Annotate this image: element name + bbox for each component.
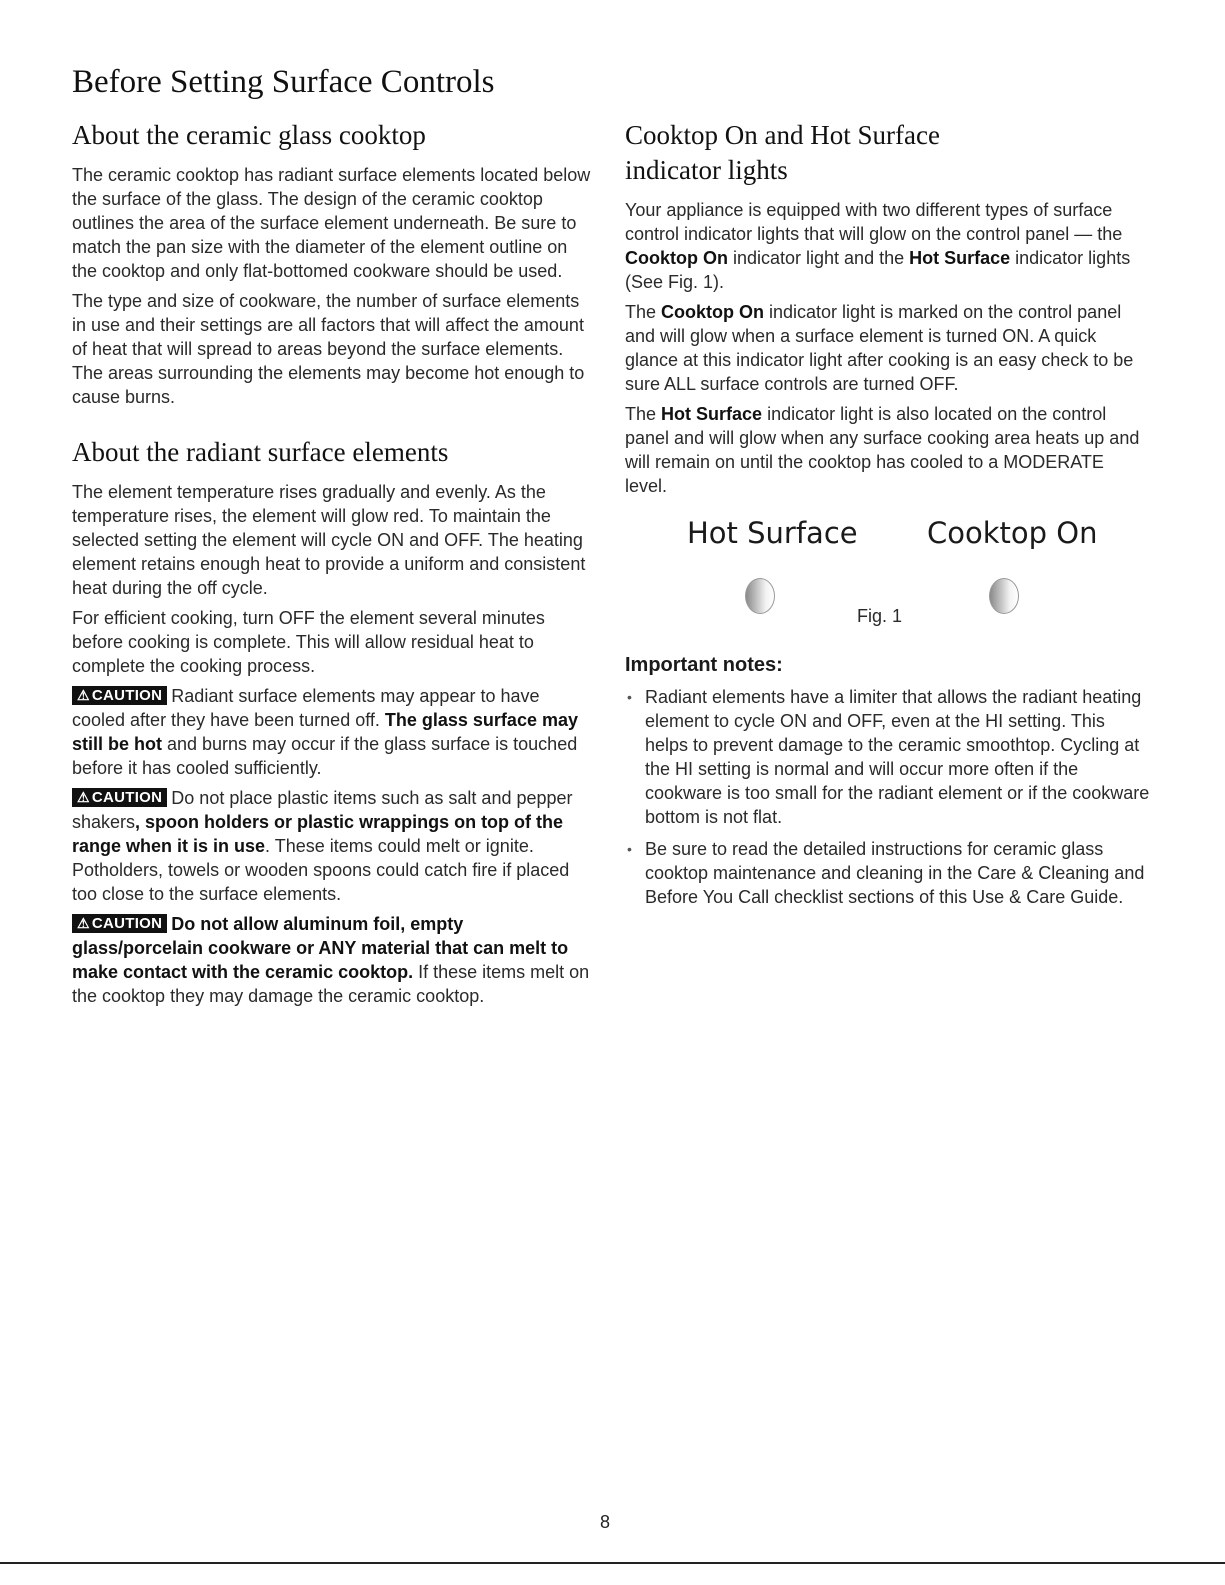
list-item: • Be sure to read the detailed instructions for ceramic glass cooktop maintenance and cleaning in the Care & Cleaning and Before You Call checklist sections of this Use & Care Guide. bbox=[625, 837, 1150, 909]
cooktop-on-indicator-light-icon bbox=[989, 578, 1019, 614]
radiant-elements-paragraph-1: The element temperature rises gradually and evenly. As the temperature rises, the element will glow red. To maintain the selected setting the element will cycle ON and OFF. The heating element retains enough heat to provide a uniform and consistent heat during the off cycle. bbox=[72, 482, 586, 598]
cooktop-on-label: Cooktop On bbox=[927, 516, 1098, 550]
warning-triangle-icon: ⚠ bbox=[77, 789, 90, 805]
section-heading-ceramic-glass: About the ceramic glass cooktop bbox=[72, 120, 426, 150]
indicator-p2-text-2: indicator light is marked on the control panel and will glow when a surface element is turned ON. A quick glance at this indicator light after cooking is an easy check to be sure ALL surface controls are turned OFF. bbox=[625, 302, 1134, 394]
indicator-p1-text: Your appliance is equipped with two different types of surface control indicator lights that will glow on the control panel — the bbox=[625, 200, 1123, 244]
ceramic-glass-paragraph-1: The ceramic cooktop has radiant surface elements located below the surface of the glass. The design of the ceramic cooktop outlines the area of the surface element underneath. Be sure to match the pan size with the diameter of the element outline on the cooktop and only flat-bottomed cookware should be used. bbox=[72, 165, 591, 281]
caution-paragraph-3 bbox=[72, 912, 592, 1008]
caution-1-text-end: and burns may occur if the glass surface is touched before it has cooled sufficiently. bbox=[72, 734, 578, 778]
warning-triangle-icon: ⚠ bbox=[77, 687, 90, 703]
caution-2-bold: , spoon holders or plastic wrappings on top of the range when it is in use bbox=[72, 812, 564, 856]
radiant-elements-paragraph-2: For efficient cooking, turn OFF the element several minutes before cooking is complete. This will allow residual heat to complete the cooking process. bbox=[72, 608, 545, 676]
caution-badge-label: CAUTION bbox=[91, 687, 163, 704]
indicator-p3-text-2: indicator light is also located on the control panel and will glow when any surface cooking area heats up and will remain on until the cooktop has cooled to a MODERATE level. bbox=[625, 404, 1140, 496]
indicator-heading-line-1: Cooktop On and Hot Surface bbox=[625, 120, 940, 150]
indicator-p1-text-2: indicator light and the bbox=[727, 248, 910, 268]
page-title: Before Setting Surface Controls bbox=[72, 64, 495, 100]
figure-caption: Fig. 1 bbox=[857, 606, 903, 626]
section-heading-radiant-elements: About the radiant surface elements bbox=[72, 437, 449, 467]
indicator-p2-bold-cooktop-on: Cooktop On bbox=[661, 302, 765, 322]
indicator-lights-figure bbox=[625, 516, 1150, 648]
ceramic-glass-paragraph-2: The type and size of cookware, the number of surface elements in use and their settings are all factors that will affect the amount of heat that will spread to areas beyond the surface elements. The areas surrounding the elements may become hot enough to cause burns. bbox=[72, 291, 585, 407]
caution-1-bold: The glass surface may still be hot bbox=[72, 710, 578, 754]
caution-badge-label: CAUTION bbox=[91, 915, 163, 932]
indicator-heading-line-2: indicator lights bbox=[625, 155, 788, 185]
caution-3-text: If these items melt on the cooktop they may damage the ceramic cooktop. bbox=[72, 962, 590, 1006]
indicator-p2-text: The bbox=[625, 302, 662, 322]
section-heading-indicator-lights bbox=[625, 118, 1150, 188]
list-item: • Radiant elements have a limiter that allows the radiant heating element to cycle ON and OFF, even at the HI setting. This helps to prevent damage to the ceramic smoothtop. Cycling at the HI setting is normal and will occur more often if the cookware is too small for the radiant element or if the cookware bottom is not flat. bbox=[625, 685, 1150, 829]
indicator-p1-text-3: indicator lights (See Fig. 1). bbox=[625, 248, 1131, 292]
page-number: 8 bbox=[600, 1512, 611, 1532]
caution-2-text-end: . These items could melt or ignite. Potholders, towels or wooden spoons could catch fire if placed too close to the surface elements. bbox=[72, 836, 570, 904]
bottom-divider bbox=[0, 1562, 1225, 1564]
indicator-paragraph-3 bbox=[625, 402, 1150, 498]
hot-surface-indicator-light-icon bbox=[745, 578, 775, 614]
indicator-p1-bold-hot-surface: Hot Surface bbox=[909, 248, 1011, 268]
caution-paragraph-1 bbox=[72, 684, 592, 780]
indicator-p3-text: The bbox=[625, 404, 662, 424]
caution-3-bold: Do not allow aluminum foil, empty glass/porcelain cookware or ANY material that can melt to make contact with the ceramic cooktop. bbox=[72, 914, 569, 982]
caution-badge bbox=[72, 788, 167, 807]
indicator-paragraph-1 bbox=[625, 198, 1150, 294]
warning-triangle-icon: ⚠ bbox=[77, 915, 90, 931]
indicator-p3-bold-hot-surface: Hot Surface bbox=[661, 404, 763, 424]
indicator-paragraph-2 bbox=[625, 300, 1150, 396]
left-column bbox=[72, 118, 592, 1014]
hot-surface-label: Hot Surface bbox=[687, 516, 858, 550]
caution-1-text: Radiant surface elements may appear to have cooled after they have been turned off. bbox=[72, 686, 540, 730]
right-column bbox=[625, 118, 1150, 917]
caution-badge-label: CAUTION bbox=[91, 789, 163, 806]
important-notes-heading: Important notes: bbox=[625, 654, 783, 676]
indicator-p1-bold-cooktop-on: Cooktop On bbox=[625, 248, 728, 268]
caution-paragraph-2 bbox=[72, 786, 592, 906]
caution-badge bbox=[72, 914, 167, 933]
important-notes-list bbox=[625, 685, 1150, 909]
caution-2-text: Do not place plastic items such as salt and pepper shakers bbox=[72, 788, 573, 832]
caution-badge bbox=[72, 686, 167, 705]
